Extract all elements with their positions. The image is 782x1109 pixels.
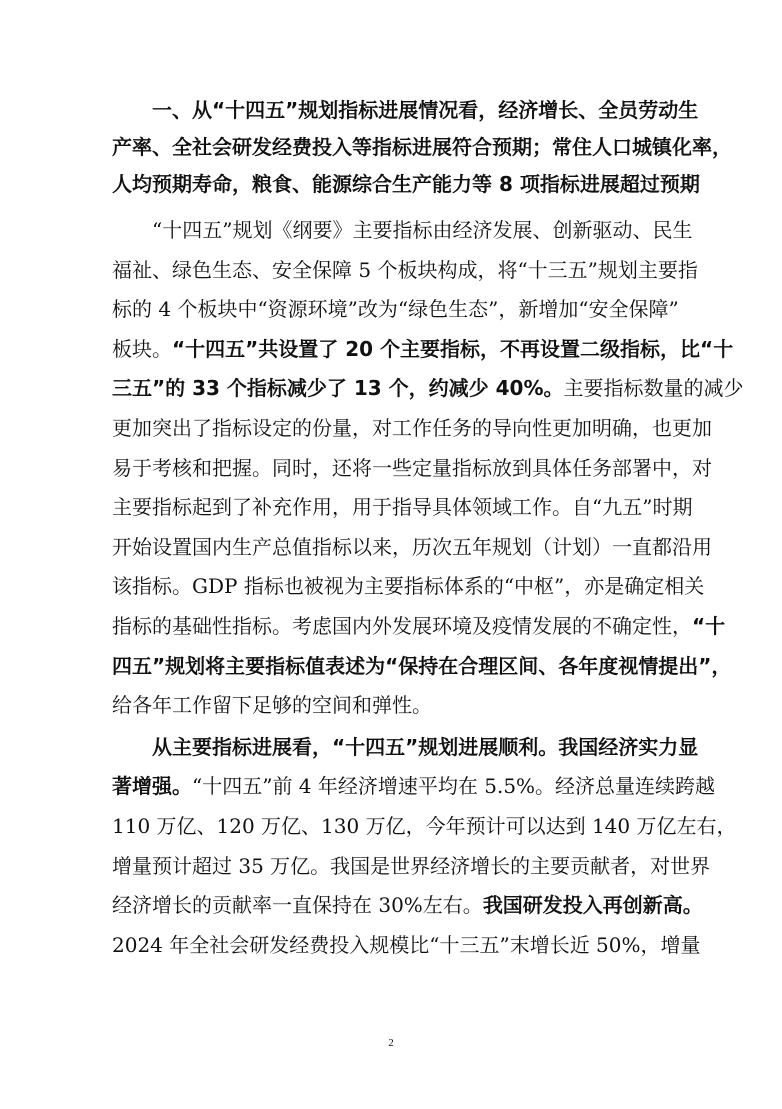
text-line: 更加突出了指标设定的份量，对工作任务的导向性更加明确，也更加 <box>112 415 712 440</box>
paragraph-progress <box>112 728 737 966</box>
text-line: 增量预计超过 35 万亿。我国是世界经济增长的主要贡献者，对世界 <box>112 853 711 878</box>
bold-text-span: “十 <box>692 613 726 638</box>
page-number: 2 <box>388 1037 394 1049</box>
text-span: 板块。 <box>112 336 172 361</box>
text-line: 标的 4 个板块中“资源环境”改为“绿色生态”，新增加“安全保障” <box>112 297 679 322</box>
text-span: 指标的基础性指标。考虑国内外发展环境及疫情发展的不确定性， <box>112 613 692 638</box>
text-line <box>112 886 703 926</box>
text-line <box>112 767 716 807</box>
document-page <box>112 92 744 965</box>
bold-text-span: 我国研发投入再创新高。 <box>482 893 703 918</box>
heading-line: 人均预期寿命，粮食、能源综合生产能力等 8 项指标进展超过预期 <box>112 172 700 196</box>
text-line <box>112 369 744 409</box>
text-line: 四五”规划将主要指标值表述为“保持在合理区间、各年度视情提出”， <box>112 653 732 678</box>
heading-line: 一、从“十四五”规划指标进展情况看，经济增长、全员劳动生 <box>152 98 699 122</box>
text-line: 从主要指标进展看，“十四五”规划进展顺利。我国经济实力显 <box>152 734 699 759</box>
text-line: 给各年工作留下足够的空间和弹性。 <box>112 693 432 718</box>
paragraph-indicator-structure <box>112 211 744 726</box>
text-line <box>112 330 734 370</box>
text-line: 110 万亿、120 万亿、130 万亿，今年预计可以达到 140 万亿左右， <box>112 813 737 838</box>
text-span: “十四五”前 4 年经济增速平均在 5.5%。经济总量连续跨越 <box>192 774 716 799</box>
text-line: 易于考核和把握。同时，还将一些定量指标放到具体任务部署中，对 <box>112 455 712 480</box>
text-line: “十四五”规划《纲要》主要指标由经济发展、创新驱动、民生 <box>152 218 693 242</box>
text-line: 主要指标起到了补充作用，用于指导具体领域工作。自“九五”时期 <box>112 495 693 520</box>
section-heading <box>112 92 732 203</box>
text-line: 福祉、绿色生态、安全保障 5 个板块构成，将“十三五”规划主要指 <box>112 257 698 282</box>
text-span: 经济增长的贡献率一直保持在 30%左右。 <box>112 893 483 918</box>
bold-text-span: 著增强。 <box>112 774 192 799</box>
text-span: 主要指标数量的减少 <box>563 376 744 401</box>
text-line <box>112 607 726 647</box>
text-line: 2024 年全社会研发经费投入规模比“十三五”末增长近 50%，增量 <box>112 932 701 957</box>
bold-text-span: “十四五”共设置了 20 个主要指标，不再设置二级指标，比“十 <box>172 336 734 361</box>
bold-text-span: 三五”的 33 个指标减少了 13 个，约减少 40%。 <box>112 376 564 401</box>
text-line: 该指标。GDP 指标也被视为主要指标体系的“中枢”，亦是确定相关 <box>112 574 705 599</box>
text-line: 开始设置国内生产总值指标以来，历次五年规划（计划）一直都沿用 <box>112 534 712 559</box>
heading-line: 产率、全社会研发经费投入等指标进展符合预期；常住人口城镇化率， <box>112 135 732 159</box>
